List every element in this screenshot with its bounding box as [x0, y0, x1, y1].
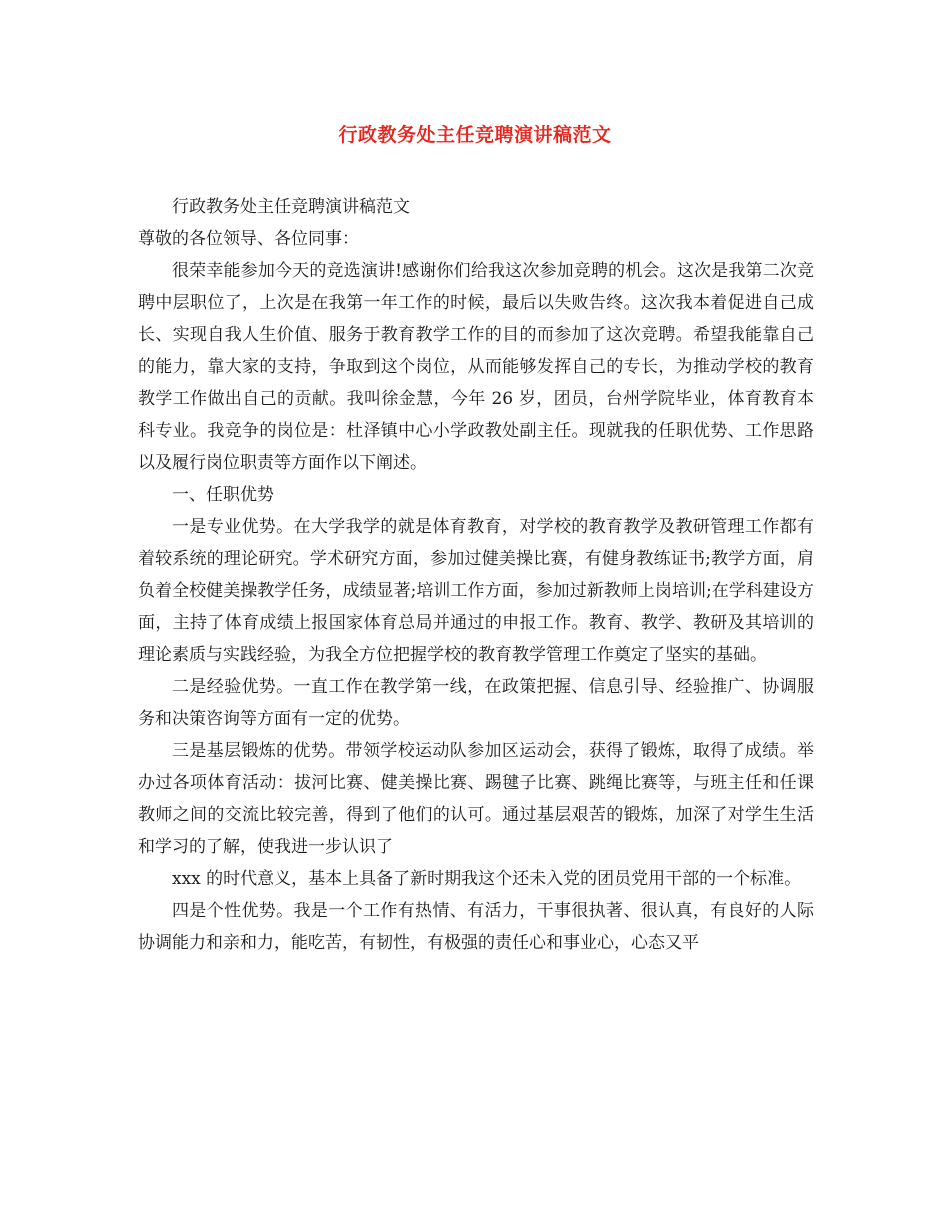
intro-paragraph: 很荣幸能参加今天的竞选演讲!感谢你们给我这次参加竞聘的机会。这次是我第二次竞聘中层职位了，上次是在我第一年工作的时候，最后以失败告终。这次我本着促进自己成长、实现自我人生价值、服务于教育教学工作的目的而参加了这次竞聘。希望我能靠自己的能力，靠大家的支持，争取到这个岗位，从而能够发挥自己的专长，为推动学校的教育教学工作做出自己的贡献。我叫徐金慧，今年 26 岁，团员，台州学院毕业，体育教育本科专业。我竞争的岗位是：杜泽镇中心小学政教处副主任。现就我的任职优势、工作思路以及履行岗位职责等方面作以下阐述。	[138, 261, 814, 473]
professional-advantage-paragraph: 一是专业优势。在大学我学的就是体育教育，对学校的教育教学及教研管理工作都有着较系统的理论研究。学术研究方面，参加过健美操比赛，有健身教练证书;教学方面，肩负着全校健美操教学任务，成绩显著;培训工作方面，参加过新教师上岗培训;在学科建设方面，主持了体育成绩上报国家体育总局并通过的申报工作。教育、教学、教研及其培训的理论素质与实践经验，为我全方位把握学校的教育教学管理工作奠定了坚实的基础。	[138, 517, 814, 665]
personality-advantage-paragraph: 四是个性优势。我是一个工作有热情、有活力，干事很执著、很认真，有良好的人际协调能力和亲和力，能吃苦，有韧性，有极强的责任心和事业心，心态又平	[138, 901, 814, 953]
section-heading-advantages: 一、任职优势	[172, 485, 274, 505]
era-significance-paragraph: xxx 的时代意义，基本上具备了新时期我这个还未入党的团员党用干部的一个标准。	[172, 869, 802, 889]
experience-advantage-paragraph: 二是经验优势。一直工作在教学第一线，在政策把握、信息引导、经验推广、协调服务和决策咨询等方面有一定的优势。	[138, 677, 814, 729]
body-heading: 行政教务处主任竞聘演讲稿范文	[172, 197, 410, 217]
document-title: 行政教务处主任竞聘演讲稿范文	[338, 124, 612, 146]
salutation: 尊敬的各位领导、各位同事：	[138, 229, 359, 249]
grassroots-advantage-paragraph: 三是基层锻炼的优势。带领学校运动队参加区运动会，获得了锻炼，取得了成绩。举办过各项体育活动：拔河比赛、健美操比赛、踢毽子比赛、跳绳比赛等，与班主任和任课教师之间的交流比较完善，得到了他们的认可。通过基层艰苦的锻炼，加深了对学生生活和学习的了解，使我进一步认识了	[138, 741, 814, 857]
document-body	[138, 191, 814, 959]
